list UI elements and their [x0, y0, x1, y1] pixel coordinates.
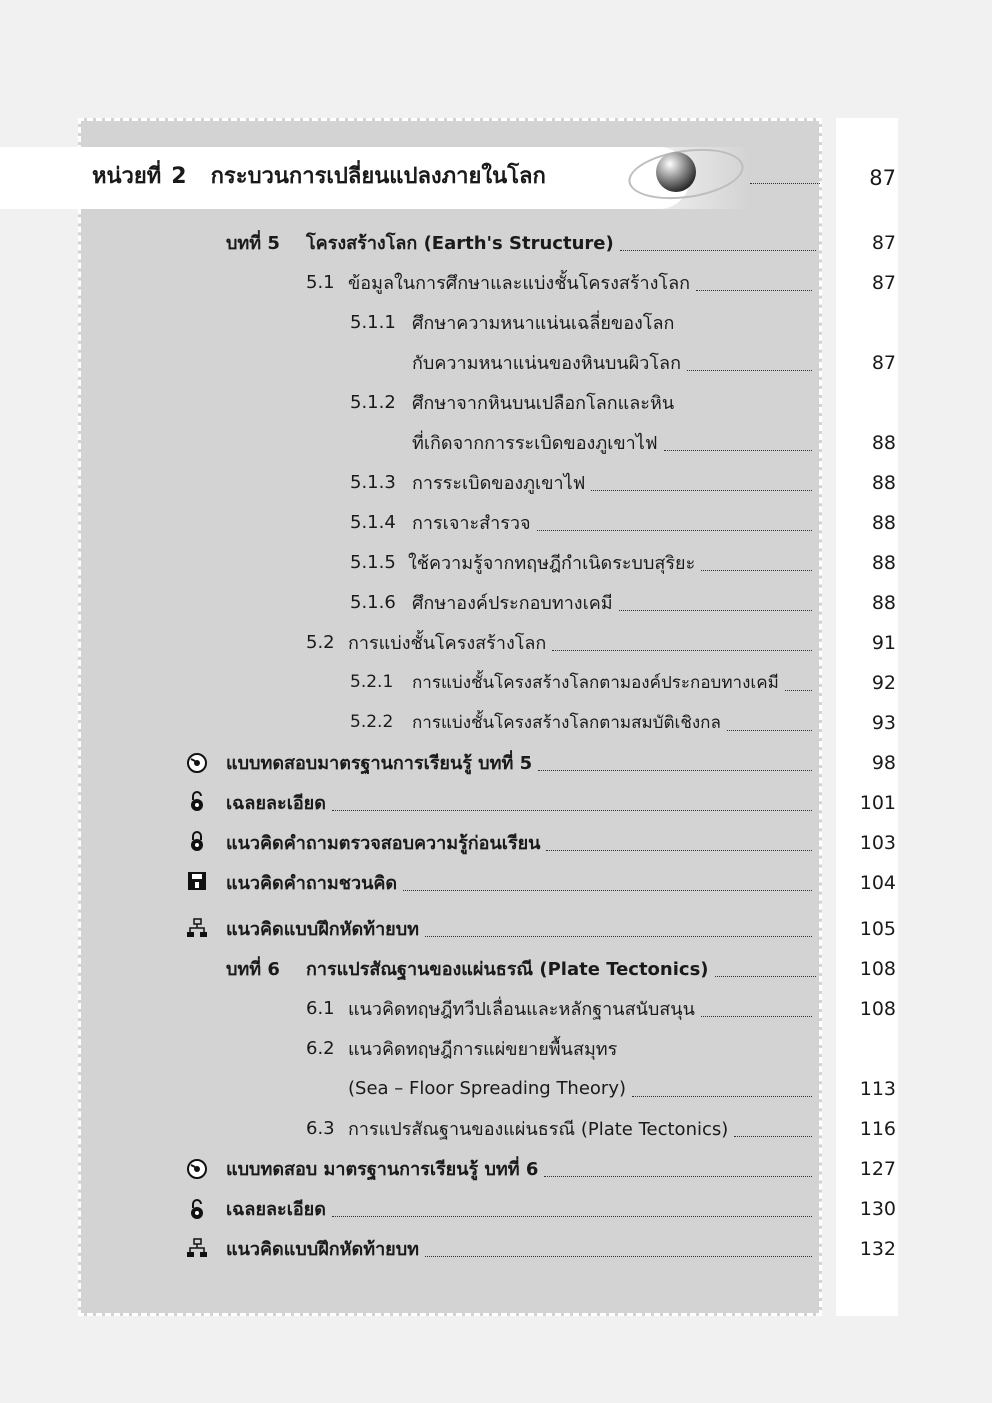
- dot-leader: [332, 810, 812, 811]
- entry-page: 91: [871, 632, 896, 654]
- toc-entry-thinking[interactable]: [226, 864, 818, 900]
- lock-icon: [186, 830, 208, 852]
- dot-leader: [546, 850, 812, 851]
- toc-entry-5-1-2[interactable]: [350, 384, 818, 420]
- toc-entry-5-2-1[interactable]: [350, 664, 818, 700]
- dot-leader: [332, 1216, 812, 1217]
- unit-label: หน่วยที่: [92, 164, 162, 189]
- dot-leader: [696, 290, 812, 291]
- entry-number: บทที่ 6: [226, 958, 280, 980]
- toc-entry-5-1-1-cont[interactable]: [412, 344, 818, 380]
- unit-heading: [92, 158, 546, 193]
- unlock-icon: [186, 790, 208, 812]
- unit-page: 87: [869, 166, 896, 190]
- disc-icon: [186, 1158, 208, 1180]
- dot-leader: [591, 490, 812, 491]
- dot-leader: [425, 1256, 812, 1257]
- toc-entry-exercises-5[interactable]: [226, 910, 818, 946]
- entry-page: 104: [859, 872, 896, 894]
- entry-title: ที่เกิดจากการระเบิดของภูเขาไฟ: [412, 432, 658, 454]
- dot-leader: [537, 530, 812, 531]
- entry-title: การแบ่งชั้นโครงสร้างโลกตามสมบัติเชิงกล: [412, 712, 721, 733]
- entry-number: 6.2: [306, 1037, 335, 1059]
- toc-entry-6-3[interactable]: [306, 1110, 818, 1146]
- entry-number: 5.2: [306, 631, 335, 653]
- entry-number: 5.1.3: [350, 471, 396, 493]
- dot-leader: [715, 976, 816, 977]
- entry-page: 92: [871, 672, 896, 694]
- entry-number: 5.1.6: [350, 591, 396, 613]
- entry-number: 5.2.1: [350, 672, 394, 692]
- entry-title: เฉลยละเอียด: [226, 792, 326, 814]
- dot-leader: [785, 690, 812, 691]
- entry-title: แนวคิดแบบฝึกหัดท้ายบท: [226, 918, 420, 940]
- entry-page: 93: [871, 712, 896, 734]
- toc-entry-6-2-cont[interactable]: [348, 1070, 818, 1106]
- entry-page: 88: [871, 552, 896, 574]
- entry-page: 98: [871, 752, 896, 774]
- toc-entry-test-6[interactable]: [226, 1150, 818, 1186]
- entry-title: แนวคิดทฤษฎีการแผ่ขยายพื้นสมุทร: [348, 1038, 618, 1060]
- entry-title: การแบ่งชั้นโครงสร้างโลก: [348, 632, 547, 654]
- toc-entry-5-1[interactable]: [306, 264, 818, 300]
- entry-number: 5.1.2: [350, 391, 396, 413]
- toc-entry-test-5[interactable]: [226, 744, 818, 780]
- dot-leader: [619, 610, 812, 611]
- entry-title: แนวคิดคำถามตรวจสอบความรู้ก่อนเรียน: [226, 832, 541, 854]
- toc-entry-exercises-6[interactable]: [226, 1230, 818, 1266]
- entry-page: 127: [859, 1158, 896, 1180]
- entry-number: บทที่ 5: [226, 232, 280, 254]
- entry-title: แนวคิดแบบฝึกหัดท้ายบท: [226, 1238, 420, 1260]
- entry-title: แนวคิดคำถามชวนคิด: [226, 872, 398, 894]
- dot-leader: [620, 250, 816, 251]
- entry-number: 6.1: [306, 997, 335, 1019]
- toc-entry-5-1-4[interactable]: [350, 504, 818, 540]
- entry-number: 5.1.4: [350, 511, 396, 533]
- network-icon: [186, 918, 208, 940]
- entry-page: 130: [859, 1198, 896, 1220]
- entry-number: 5.1.1: [350, 311, 396, 333]
- dot-leader: [701, 1016, 812, 1017]
- dot-leader: [734, 1136, 812, 1137]
- unit-number: 2: [171, 164, 187, 189]
- entry-title: แบบทดสอบมาตรฐานการเรียนรู้ บทที่ 5: [226, 752, 533, 774]
- network-icon: [186, 1238, 208, 1260]
- entry-page: 88: [871, 432, 896, 454]
- dot-leader: [403, 890, 812, 891]
- toc-entry-chapter6[interactable]: [226, 950, 822, 986]
- entry-title: ศึกษาจากหินบนเปลือกโลกและหิน: [412, 392, 675, 414]
- entry-number: 5.1: [306, 271, 335, 293]
- entry-page: 88: [871, 512, 896, 534]
- unit-title: กระบวนการเปลี่ยนแปลงภายในโลก: [210, 164, 546, 189]
- dot-leader: [727, 730, 812, 731]
- entry-title: การแปรสัณฐานของแผ่นธรณี (Plate Tectonics): [348, 1118, 729, 1140]
- toc-entry-5-1-6[interactable]: [350, 584, 818, 620]
- entry-page: 108: [859, 998, 896, 1020]
- dot-leader: [544, 1176, 812, 1177]
- entry-page: 116: [859, 1118, 896, 1140]
- entry-page: 88: [871, 472, 896, 494]
- entry-page: 103: [859, 832, 896, 854]
- dot-leader: [552, 650, 812, 651]
- entry-title: การระเบิดของภูเขาไฟ: [412, 472, 586, 494]
- entry-title: กับความหนาแน่นของหินบนผิวโลก: [412, 352, 681, 374]
- entry-page: 87: [871, 352, 896, 374]
- toc-entry-6-2[interactable]: [306, 1030, 818, 1066]
- toc-entry-5-1-1[interactable]: [350, 304, 818, 340]
- entry-title: แนวคิดทฤษฎีทวีปเลื่อนและหลักฐานสนับสนุน: [348, 998, 695, 1020]
- toc-entry-answers-5[interactable]: [226, 784, 818, 820]
- toc-entry-5-2[interactable]: [306, 624, 818, 660]
- entry-title: ศึกษาองค์ประกอบทางเคมี: [412, 592, 613, 614]
- entry-title: ข้อมูลในการศึกษาและแบ่งชั้นโครงสร้างโลก: [348, 272, 691, 294]
- entry-page: 87: [871, 232, 896, 254]
- toc-entry-chapter5[interactable]: [226, 224, 822, 260]
- dot-leader: [632, 1096, 812, 1097]
- entry-title: (Sea – Floor Spreading Theory): [348, 1077, 627, 1099]
- toc-entry-6-1[interactable]: [306, 990, 818, 1026]
- entry-title: การเจาะสำรวจ: [412, 512, 531, 534]
- entry-title: โครงสร้างโลก (Earth's Structure): [306, 232, 614, 254]
- toc-entry-5-1-3[interactable]: [350, 464, 818, 500]
- entry-title: ใช้ความรู้จากทฤษฎีกำเนิดระบบสุริยะ: [408, 552, 696, 574]
- entry-page: 113: [859, 1078, 896, 1100]
- globe-icon: [656, 152, 696, 192]
- entry-number: 6.3: [306, 1117, 335, 1139]
- toc-entry-5-1-2-cont[interactable]: [412, 424, 818, 460]
- toc-entry-5-1-5[interactable]: [350, 544, 818, 580]
- entry-title: เฉลยละเอียด: [226, 1198, 326, 1220]
- entry-page: 87: [871, 272, 896, 294]
- toc-entry-pretest[interactable]: [226, 824, 818, 860]
- dot-leader: [664, 450, 812, 451]
- unlock-icon: [186, 1198, 208, 1220]
- entry-page: 88: [871, 592, 896, 614]
- floppy-icon: [186, 870, 208, 892]
- entry-title: การแบ่งชั้นโครงสร้างโลกตามองค์ประกอบทางเคมี: [412, 672, 779, 693]
- entry-number: 5.2.2: [350, 712, 394, 732]
- disc-icon: [186, 752, 208, 774]
- unit-leader: [750, 183, 820, 184]
- entry-page: 101: [859, 792, 896, 814]
- entry-title: ศึกษาความหนาแน่นเฉลี่ยของโลก: [412, 312, 675, 334]
- entry-page: 105: [859, 918, 896, 940]
- entry-title: แบบทดสอบ มาตรฐานการเรียนรู้ บทที่ 6: [226, 1158, 539, 1180]
- dot-leader: [687, 370, 812, 371]
- dot-leader: [538, 770, 812, 771]
- entry-title: การแปรสัณฐานของแผ่นธรณี (Plate Tectonics): [306, 958, 709, 980]
- entry-number: 5.1.5: [350, 551, 396, 573]
- toc-entry-answers-6[interactable]: [226, 1190, 818, 1226]
- entry-page: 108: [859, 958, 896, 980]
- toc-entry-5-2-2[interactable]: [350, 704, 818, 740]
- dot-leader: [425, 936, 812, 937]
- entry-page: 132: [859, 1238, 896, 1260]
- dot-leader: [701, 570, 812, 571]
